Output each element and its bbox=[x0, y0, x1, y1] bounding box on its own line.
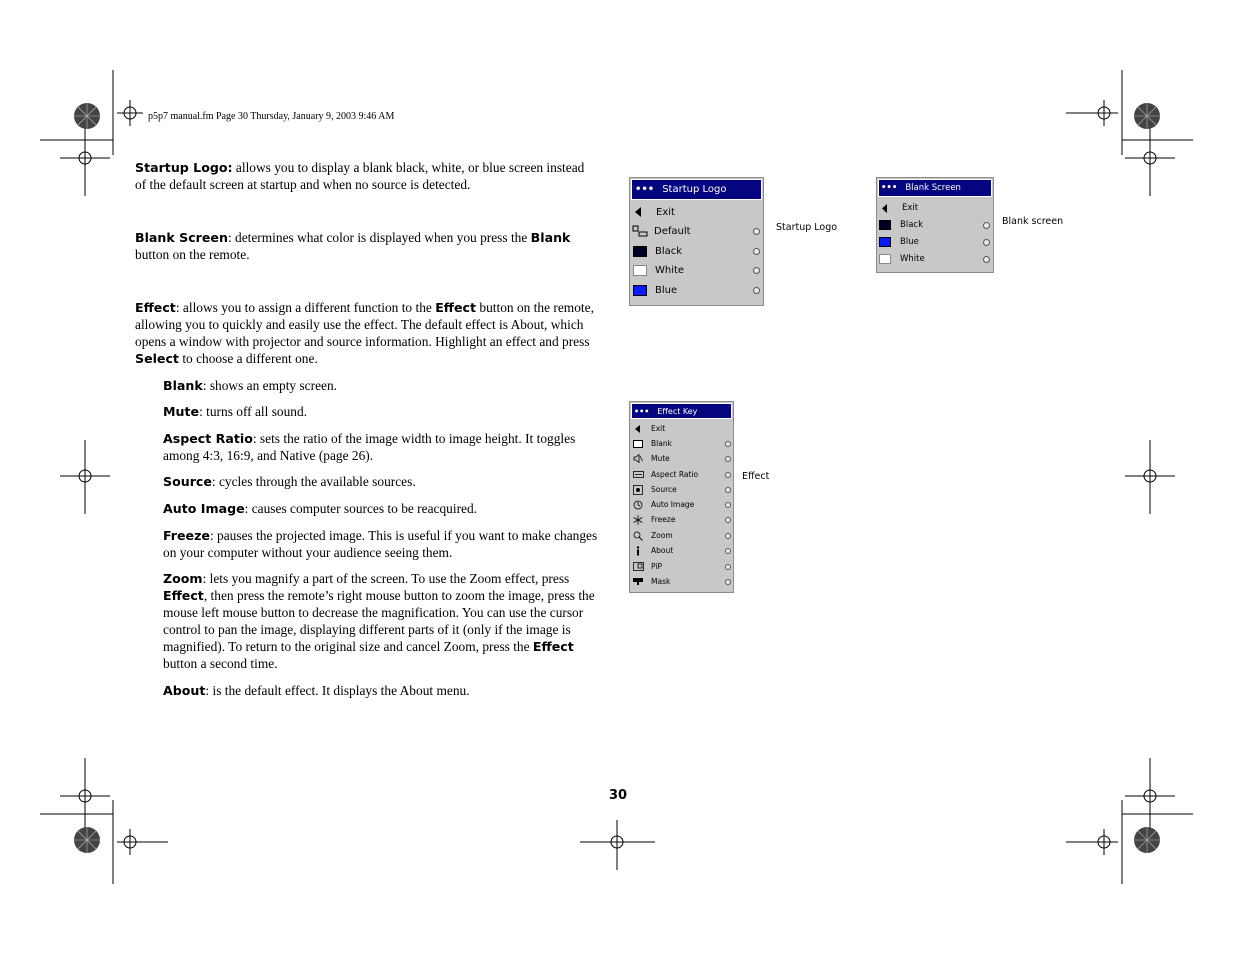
desc-effect-end: to choose a different one. bbox=[178, 351, 318, 366]
menu-dots-icon: ••• bbox=[881, 183, 898, 193]
desc-zoom: : lets you magnify a part of the screen. To use the Zoom effect, press bbox=[202, 571, 570, 586]
term-effect: Effect bbox=[135, 300, 176, 315]
startup-logo-caption: Startup Logo bbox=[776, 222, 838, 233]
term-blank: Blank bbox=[530, 230, 571, 245]
menu-item-exit[interactable] bbox=[877, 201, 993, 215]
speaker-muted-icon bbox=[633, 454, 643, 463]
radio-button[interactable] bbox=[725, 548, 731, 554]
menu-item-label: About bbox=[651, 546, 674, 555]
info-icon bbox=[633, 546, 643, 556]
menu-title: Effect Key bbox=[657, 406, 698, 416]
menu-item-label: PiP bbox=[651, 562, 662, 571]
menu-item-exit[interactable] bbox=[630, 422, 733, 435]
desc-effect: : allows you to assign a different function to the bbox=[175, 300, 436, 315]
radio-button[interactable] bbox=[725, 533, 731, 539]
radio-button[interactable] bbox=[725, 564, 731, 570]
term-select: Select bbox=[135, 351, 179, 366]
blank-screen-icon bbox=[633, 440, 643, 448]
effect-about-item bbox=[163, 682, 603, 699]
back-arrow-icon bbox=[881, 204, 890, 213]
menu-item-aspect-ratio[interactable] bbox=[630, 468, 733, 481]
menu-title: Startup Logo bbox=[662, 184, 727, 195]
menu-item-pip[interactable] bbox=[630, 560, 733, 573]
term-freeze: Freeze bbox=[163, 528, 210, 543]
menu-item-exit[interactable] bbox=[630, 204, 763, 220]
effect-mute-item bbox=[163, 403, 603, 420]
term-source: Source bbox=[163, 474, 212, 489]
freeze-snowflake-icon bbox=[633, 515, 643, 525]
menu-item-label: Zoom bbox=[651, 531, 673, 540]
radio-button[interactable] bbox=[753, 228, 760, 235]
radio-button[interactable] bbox=[753, 267, 760, 274]
aspect-ratio-icon bbox=[633, 470, 644, 479]
radio-button[interactable] bbox=[983, 222, 990, 229]
desc-blank-effect: : shows an empty screen. bbox=[202, 378, 338, 393]
menu-item-mask[interactable] bbox=[630, 575, 733, 588]
radio-button[interactable] bbox=[725, 456, 731, 462]
menu-item-label: Blue bbox=[900, 237, 919, 247]
effect-source-item bbox=[163, 473, 603, 490]
menu-item-zoom[interactable] bbox=[630, 529, 733, 542]
menu-item-black[interactable] bbox=[877, 218, 993, 232]
blank-screen-caption: Blank screen bbox=[1002, 216, 1064, 227]
desc-freeze: : pauses the projected image. This is useful if you want to make changes on your computer without your audience seeing them. bbox=[163, 528, 598, 560]
desc-blank-screen-end: button on the remote. bbox=[135, 247, 250, 262]
blank-screen-menu bbox=[876, 177, 994, 273]
white-swatch-icon bbox=[633, 265, 647, 276]
effect-freeze-item bbox=[163, 527, 603, 561]
desc-mute: : turns off all sound. bbox=[199, 404, 308, 419]
startup-logo-menu bbox=[629, 177, 764, 306]
desc-startup-logo: allows you to display a blank black, white, or blue screen instead of the default screen at startup and when no source is detected. bbox=[135, 160, 585, 192]
term-blank-screen: Blank Screen bbox=[135, 230, 228, 245]
menu-item-label: Mask bbox=[651, 577, 671, 586]
menu-title-bar bbox=[631, 179, 762, 200]
desc-about: : is the default effect. It displays the About menu. bbox=[205, 683, 470, 698]
menu-item-auto-image[interactable] bbox=[630, 498, 733, 511]
menu-item-white[interactable] bbox=[877, 252, 993, 266]
mask-icon bbox=[633, 577, 643, 586]
effect-zoom-item bbox=[163, 570, 605, 672]
blue-swatch-icon bbox=[879, 237, 891, 247]
radio-button[interactable] bbox=[725, 579, 731, 585]
menu-item-label: Default bbox=[654, 225, 691, 237]
radio-button[interactable] bbox=[983, 239, 990, 246]
term-effect-button: Effect bbox=[435, 300, 477, 315]
term-mute: Mute bbox=[163, 404, 200, 419]
default-logo-icon bbox=[632, 225, 648, 237]
term-zoom-effect: Effect bbox=[163, 588, 204, 603]
file-slug: p5p7 manual.fm Page 30 Thursday, January 9, 2003 9:46 AM bbox=[148, 111, 395, 122]
menu-item-label: Black bbox=[900, 220, 923, 230]
menu-item-label: Freeze bbox=[651, 515, 676, 524]
pip-icon bbox=[633, 562, 644, 571]
effect-paragraph bbox=[135, 299, 605, 367]
menu-item-label: Aspect Ratio bbox=[651, 470, 699, 479]
effect-caption: Effect bbox=[742, 471, 770, 482]
desc-effect-cont: button on the remote, allowing you to quickly and easily use the effect. The default effect is About, which opens a window with projector and source information. Highlight an effect and press bbox=[135, 300, 594, 349]
page-number: 30 bbox=[608, 788, 628, 803]
menu-title-bar bbox=[631, 403, 732, 419]
menu-item-default[interactable] bbox=[630, 223, 763, 239]
term-aspect-ratio: Aspect Ratio bbox=[163, 431, 253, 446]
radio-button[interactable] bbox=[753, 287, 760, 294]
effect-blank-item bbox=[163, 377, 603, 394]
menu-item-label: Blank bbox=[651, 439, 672, 448]
desc-blank-screen: : determines what color is displayed when you press the bbox=[227, 230, 531, 245]
term-zoom: Zoom bbox=[163, 571, 203, 586]
menu-item-label: Blue bbox=[655, 284, 678, 296]
menu-item-label: White bbox=[900, 254, 925, 264]
menu-item-label: Exit bbox=[656, 206, 675, 218]
black-swatch-icon bbox=[633, 246, 647, 257]
desc-zoom-cont: , then press the remote’s right mouse button to zoom the image, press the mouse left mouse button to decrease the magnification. You can use the cursor control to pan the image, displaying different parts of it (only if the image is magnified). To return to the original size and cancel Zoom, press the bbox=[163, 588, 595, 654]
term-about: About bbox=[163, 683, 206, 698]
desc-aspect-ratio: : sets the ratio of the image width to image height. It toggles among 4:3, 16:9, and Native (page 26). bbox=[163, 431, 576, 463]
radio-button[interactable] bbox=[725, 441, 731, 447]
menu-item-freeze[interactable] bbox=[630, 513, 733, 526]
menu-item-white[interactable] bbox=[630, 262, 763, 278]
menu-item-label: White bbox=[655, 264, 685, 276]
radio-button[interactable] bbox=[753, 248, 760, 255]
menu-item-label: Exit bbox=[902, 203, 919, 213]
startup-logo-paragraph bbox=[135, 159, 595, 193]
menu-title-bar bbox=[878, 179, 992, 197]
back-arrow-icon bbox=[634, 207, 644, 217]
effect-key-menu bbox=[629, 401, 734, 593]
source-icon bbox=[633, 485, 643, 495]
menu-item-source[interactable] bbox=[630, 483, 733, 496]
blank-screen-paragraph bbox=[135, 229, 595, 263]
term-startup-logo: Startup Logo: bbox=[135, 160, 233, 175]
desc-source: : cycles through the available sources. bbox=[211, 474, 416, 489]
zoom-magnifier-icon bbox=[633, 531, 643, 541]
menu-dots-icon: ••• bbox=[635, 184, 655, 195]
term-zoom-effect-2: Effect bbox=[532, 639, 574, 654]
term-blank-effect: Blank bbox=[163, 378, 203, 393]
back-arrow-icon bbox=[634, 425, 642, 433]
menu-title: Blank Screen bbox=[905, 183, 961, 193]
menu-item-label: Exit bbox=[651, 424, 666, 433]
menu-item-mute[interactable] bbox=[630, 452, 733, 465]
effect-aspect-item bbox=[163, 430, 603, 464]
blue-swatch-icon bbox=[633, 285, 647, 296]
menu-dots-icon: ••• bbox=[634, 406, 650, 416]
radio-button[interactable] bbox=[725, 487, 731, 493]
menu-item-label: Mute bbox=[651, 454, 670, 463]
auto-image-icon bbox=[633, 500, 643, 510]
black-swatch-icon bbox=[879, 220, 891, 230]
white-swatch-icon bbox=[879, 254, 891, 264]
desc-zoom-end: button a second time. bbox=[163, 656, 278, 671]
menu-item-black[interactable] bbox=[630, 243, 763, 259]
menu-item-label: Auto Image bbox=[651, 500, 695, 509]
term-auto-image: Auto Image bbox=[163, 501, 245, 516]
menu-item-blue[interactable] bbox=[877, 235, 993, 249]
menu-item-label: Black bbox=[655, 245, 683, 257]
menu-item-label: Source bbox=[651, 485, 677, 494]
effect-autoimage-item bbox=[163, 500, 603, 517]
radio-button[interactable] bbox=[725, 502, 731, 508]
menu-item-blank[interactable] bbox=[630, 437, 733, 450]
menu-item-blue[interactable] bbox=[630, 282, 763, 298]
radio-button[interactable] bbox=[983, 256, 990, 263]
radio-button[interactable] bbox=[725, 472, 731, 478]
menu-item-about[interactable] bbox=[630, 544, 733, 557]
desc-auto-image: : causes computer sources to be reacquired. bbox=[244, 501, 478, 516]
radio-button[interactable] bbox=[725, 517, 731, 523]
